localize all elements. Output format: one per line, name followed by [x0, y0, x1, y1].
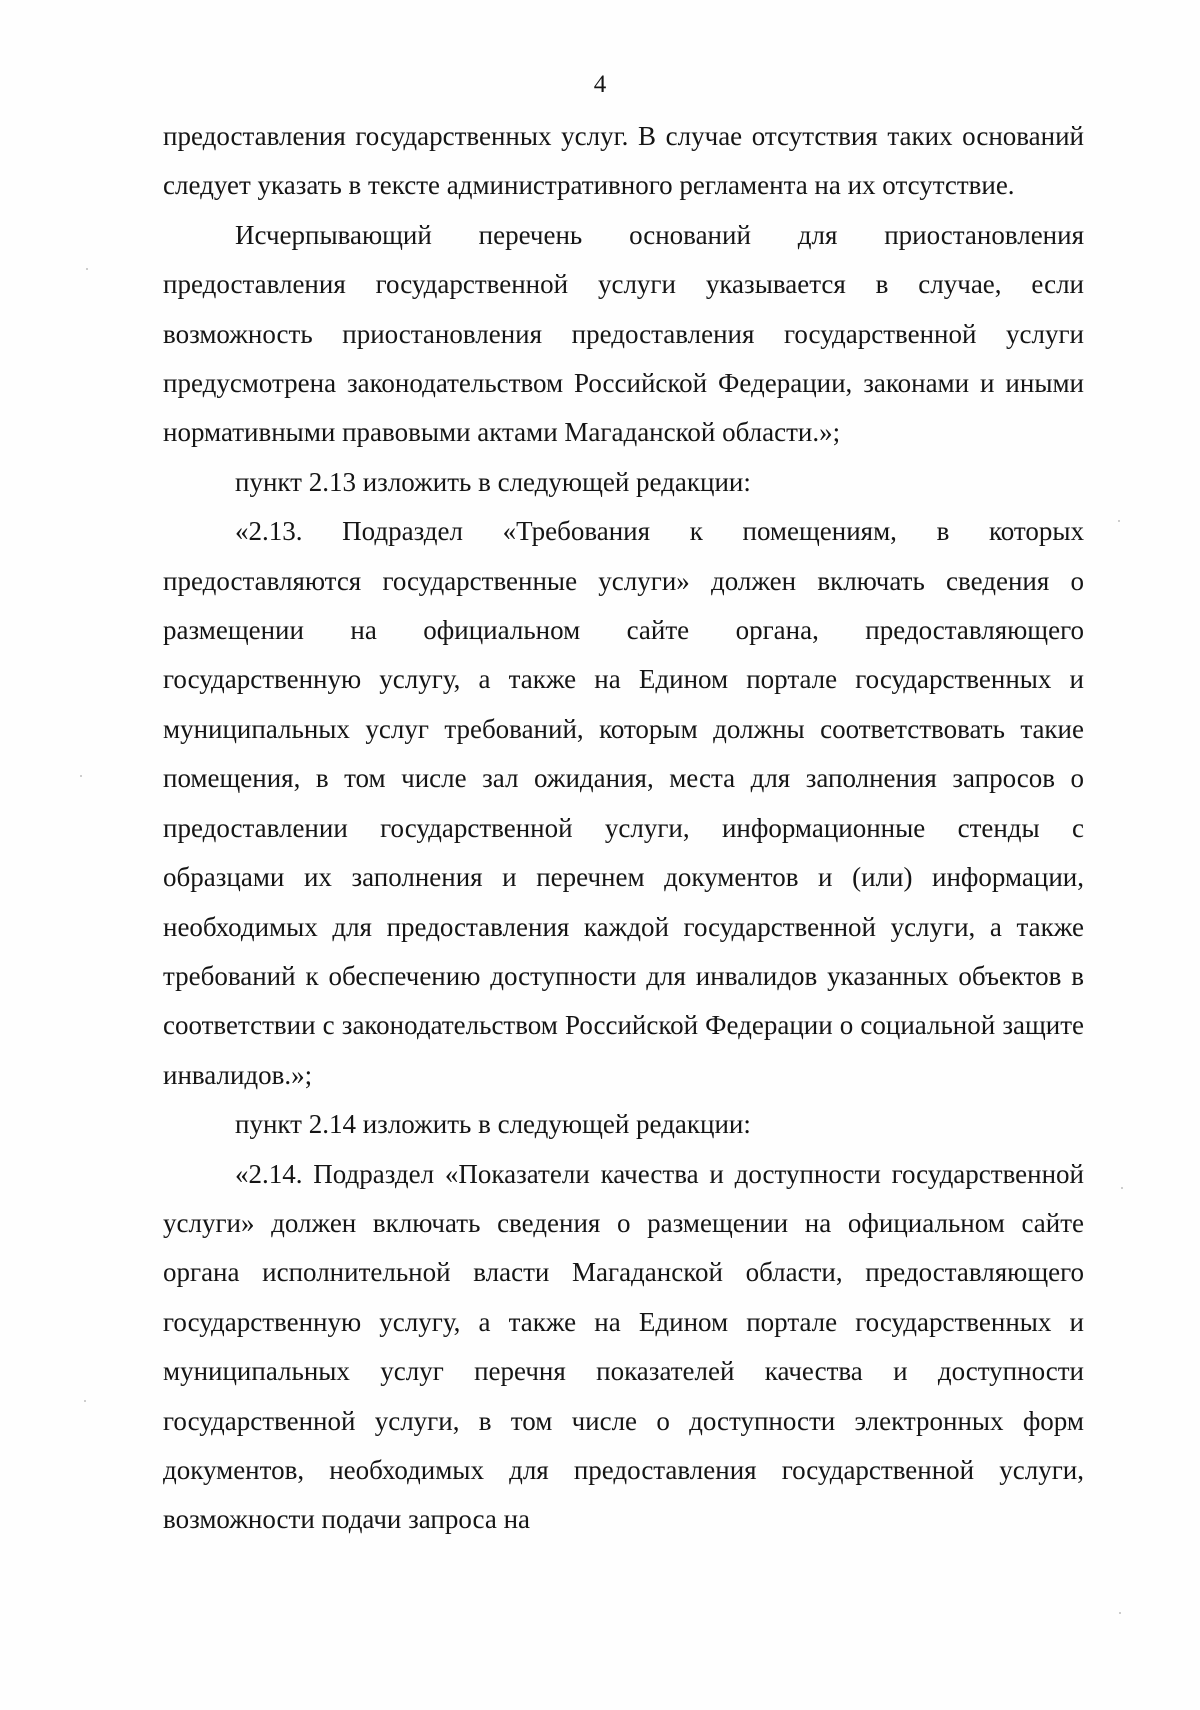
scan-speck — [86, 268, 88, 270]
paragraph-grounds-absence: предоставления государственных услуг. В случае отсутствия таких оснований следует указать в тексте административного регламента на их отсутствие. — [163, 121, 1084, 201]
scan-speck — [84, 1400, 86, 1402]
document-body — [163, 112, 1084, 1545]
scan-speck — [1118, 520, 1120, 522]
paragraph-item-2-14-intro: пункт 2.14 изложить в следующей редакции: — [235, 1109, 751, 1140]
scan-speck — [80, 775, 82, 777]
scan-speck — [1119, 1612, 1121, 1614]
paragraph-item-2-14: «2.14. Подраздел «Показатели качества и доступности государственной услуги» должен включать сведения о размещении на официальном сайте органа исполнительной власти Магаданской области, предоставляющего государственную услугу, а также на Едином портале государственных и муниципальных услуг перечня показателей качества и доступности государственной услуги, в том числе о доступности электронных форм документов, необходимых для предоставления государственной услуги, возможности подачи запроса на — [163, 1158, 1084, 1535]
paragraph-item-2-13-intro: пункт 2.13 изложить в следующей редакции: — [235, 466, 751, 497]
paragraph-suspension-grounds: Исчерпывающий перечень оснований для приостановления предоставления государственной услуги указывается в случае, если возможность приостановления предоставления государственной услуги предусмотрена законодательством Российской Федерации, законами и иными нормативными правовыми актами Магаданской области.»; — [163, 219, 1084, 448]
paragraph-item-2-13: «2.13. Подраздел «Требования к помещениям, в которых предоставляются государственные услуги» должен включать сведения о размещении на официальном сайте органа, предоставляющего государственную услугу, а также на Едином портале государственных и муниципальных услуг требований, которым должны соответствовать такие помещения, в том числе зал ожидания, места для заполнения запросов о предоставлении государственной услуги, информационные стенды с образцами их заполнения и перечнем документов и (или) информации, необходимых для предоставления каждой государственной услуги, а также требований к обеспечению доступности для инвалидов указанных объектов в соответствии с законодательством Российской Федерации о социальной защите инвалидов.»; — [163, 516, 1084, 1090]
page-number: 4 — [593, 71, 607, 98]
scan-speck — [1121, 1187, 1123, 1189]
